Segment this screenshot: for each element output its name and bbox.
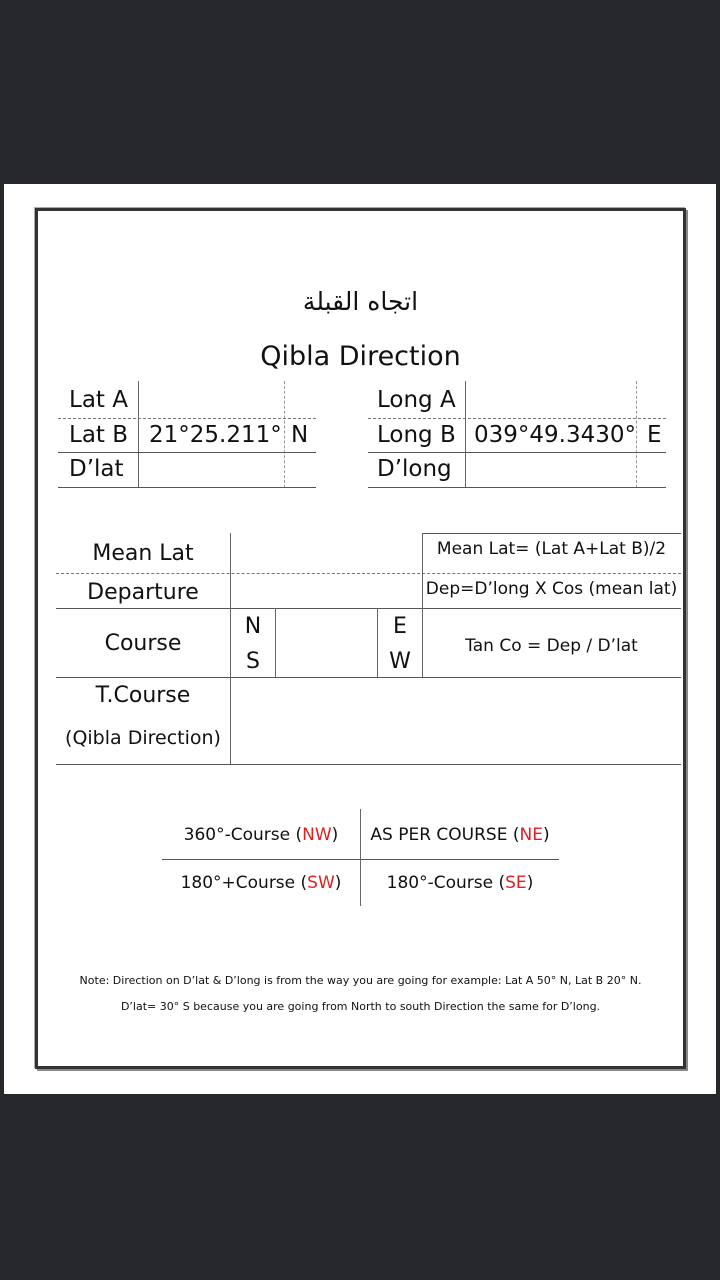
note-line-1: Note: Direction on D’lat & D’long is from the way you are going for example: Lat A 50° N, Lat B 20° N. bbox=[79, 974, 642, 987]
divider bbox=[377, 608, 378, 677]
divider bbox=[368, 487, 666, 488]
divider bbox=[360, 809, 361, 906]
quadrant-se: 180°-Course (SE) bbox=[386, 873, 534, 893]
divider bbox=[138, 381, 139, 488]
long-b-label: Long B bbox=[377, 422, 456, 448]
quadrant-nw: 360°-Course (NW) bbox=[183, 825, 339, 845]
quadrant-sw: 180°+Course (SW) bbox=[180, 873, 342, 893]
divider bbox=[56, 608, 681, 609]
quadrant-ne: AS PER COURSE (NE) bbox=[370, 825, 550, 845]
lat-b-direction: N bbox=[291, 422, 309, 448]
divider bbox=[58, 487, 316, 488]
divider bbox=[56, 677, 681, 678]
long-b-value: 039°49.3430° bbox=[474, 422, 637, 448]
divider bbox=[230, 533, 231, 764]
dlat-label: D’lat bbox=[69, 456, 124, 482]
divider bbox=[284, 381, 285, 488]
divider bbox=[58, 452, 316, 453]
course-label: Course bbox=[104, 631, 182, 656]
page-title: Qibla Direction bbox=[260, 341, 461, 372]
se-code: SE bbox=[505, 873, 527, 893]
lat-a-label: Lat A bbox=[69, 387, 128, 413]
long-b-direction: E bbox=[647, 422, 662, 448]
course-e: E bbox=[393, 614, 407, 639]
course-formula: Tan Co = Dep / D’lat bbox=[465, 636, 638, 656]
divider bbox=[275, 608, 276, 677]
mean-lat-formula: Mean Lat= (Lat A+Lat B)/2 bbox=[436, 539, 667, 559]
sw-code: SW bbox=[307, 873, 335, 893]
long-a-label: Long A bbox=[377, 387, 456, 413]
divider bbox=[58, 418, 316, 419]
nw-code: NW bbox=[302, 825, 332, 845]
divider bbox=[368, 452, 666, 453]
true-course-label: T.Course bbox=[95, 683, 191, 708]
dlong-label: D’long bbox=[377, 456, 452, 482]
divider bbox=[422, 533, 423, 677]
lat-b-label: Lat B bbox=[69, 422, 129, 448]
divider bbox=[56, 573, 681, 574]
divider bbox=[636, 381, 637, 488]
divider bbox=[465, 381, 466, 488]
course-s: S bbox=[246, 649, 260, 674]
document-page bbox=[4, 184, 716, 1094]
divider bbox=[368, 418, 666, 419]
true-course-sublabel: (Qibla Direction) bbox=[65, 727, 221, 749]
divider bbox=[422, 533, 681, 534]
mean-lat-label: Mean Lat bbox=[92, 541, 194, 566]
note-line-2: D’lat= 30° S because you are going from North to south Direction the same for D’long. bbox=[120, 1000, 601, 1013]
departure-formula: Dep=D’long X Cos (mean lat) bbox=[425, 579, 678, 599]
divider bbox=[56, 764, 681, 765]
departure-label: Departure bbox=[87, 580, 199, 605]
arabic-title: اتجاه القبلة bbox=[302, 287, 419, 316]
course-n: N bbox=[244, 614, 262, 639]
ne-code: NE bbox=[519, 825, 543, 845]
course-w: W bbox=[389, 649, 411, 674]
document-frame bbox=[35, 208, 686, 1069]
lat-b-value: 21°25.211° bbox=[149, 422, 282, 448]
